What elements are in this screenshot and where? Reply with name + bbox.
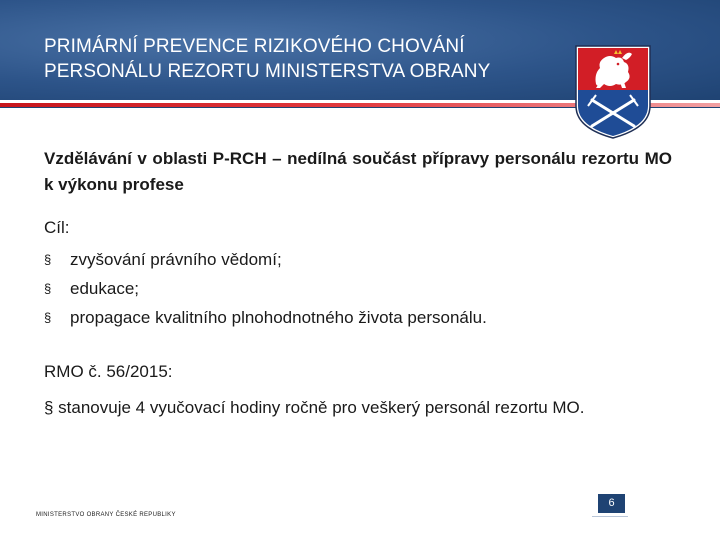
list-item [44,245,684,274]
bullet-icon: § [44,310,52,325]
slide-title-line2: PERSONÁLU REZORTU MINISTERSTVA OBRANY [44,61,491,82]
rmo-label: RMO č. 56/2015: [44,362,173,381]
list-item [44,274,684,303]
goal-text: propagace kvalitního plnohodnotného života personálu. [70,308,487,327]
goals-list [44,245,684,332]
goal-label: Cíl: [44,218,70,237]
slide-title [44,34,584,84]
list-item [44,303,684,332]
goal-text: edukace; [70,279,139,298]
rmo-text: § stanovuje 4 vyučovací hodiny ročně pro veškerý personál rezortu MO. [44,398,585,417]
goal-text: zvyšování právního vědomí; [70,250,282,269]
slide-title-line1: PRIMÁRNÍ PREVENCE RIZIKOVÉHO CHOVÁNÍ [44,36,465,57]
slide-subtitle: Vzdělávání v oblasti P-RCH – nedílná součást přípravy personálu rezortu MO k výkonu profese [44,149,672,194]
ministry-emblem-icon [574,44,652,140]
bullet-icon: § [44,281,52,296]
bullet-icon: § [44,252,52,267]
page-number: 6 [598,494,625,513]
footer-ministry-name: MINISTERSTVO OBRANY ČESKÉ REPUBLIKY [36,512,176,518]
page-number-divider [592,516,628,517]
